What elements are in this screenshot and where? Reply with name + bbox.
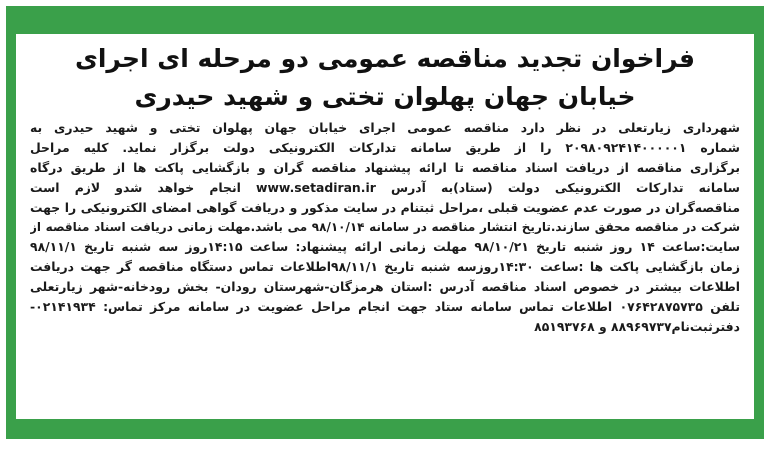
tender-notice (16, 34, 754, 419)
notice-body-line: مناقصه‌گران در صورت عدم عضویت قبلی ،مراحل ثبتنام در سایت مذکور و دریافت گواهی امضای الکترونیکی را جهت (30, 199, 740, 215)
notice-body-line: اطلاعات بیشتر در خصوص اسناد مناقصه آدرس :استان هرمزگان-شهرستان رودان- بخش رودخانه-شهر زیارتعلی (30, 279, 740, 295)
notice-body-line: زمان بازگشایی پاکت ها :ساعت ۱۴:۳۰روزسه شنبه تاریخ ۹۸/۱۱/۱اطلاعات تماس دستگاه مناقصه گر جهت دریافت (30, 259, 740, 275)
notice-title-line-1: فراخوان تجدید مناقصه عمومی دو مرحله ای اجرای (74, 44, 696, 73)
notice-body (30, 118, 740, 337)
notice-body-line: سایت:ساعت ۱۴ روز شنبه تاریخ ۹۸/۱۰/۲۱ مهلت زمانی ارائه پیشنهاد: ساعت ۱۴:۱۵روز سه شنبه تاریخ ۹۸/۱۱/۱ (30, 239, 740, 255)
notice-body-line: شهرداری زیارتعلی در نظر دارد مناقصه عمومی اجرای خیابان جهان پهلوان تختی و شهید حیدری به (30, 120, 740, 135)
notice-body-line: شرکت در مناقصه محقق سازند.تاریخ انتشار مناقصه در سامانه ۹۸/۱۰/۱۴ می باشد.مهلت زمانی دریافت اسناد مناقصه از (30, 219, 740, 234)
notice-body-line: شماره ۲۰۹۸۰۹۲۴۱۴۰۰۰۰۰۱ را از طریق سامانه تدارکات الکترونیکی دولت برگزار نماید. کلیه مراحل (30, 139, 740, 155)
notice-border (6, 6, 764, 439)
notice-body-line: دفترثبت‌نام۸۸۹۶۹۷۳۷ و ۸۵۱۹۳۷۶۸ (534, 319, 740, 335)
notice-title-line-2: خیابان جهان پهلوان تختی و شهید حیدری (134, 82, 636, 111)
notice-body-line: سامانه تدارکات الکترونیکی دولت (ستاد)به آدرس www.setadiran.ir انجام خواهد شدو لازم است (30, 179, 740, 195)
notice-body-line: تلفن ۰۷۶۴۲۸۷۵۷۳۵ اطلاعات تماس سامانه ستاد جهت انجام مراحل عضویت در سامانه مرکز تماس: ۰۲۱۴۱۹۳۴- (30, 299, 740, 315)
notice-body-line: برگزاری مناقصه از دریافت اسناد مناقصه تا ارائه پیشنهاد مناقصه گران و بازگشایی پاکت ها از طریق درگاه (30, 159, 740, 175)
